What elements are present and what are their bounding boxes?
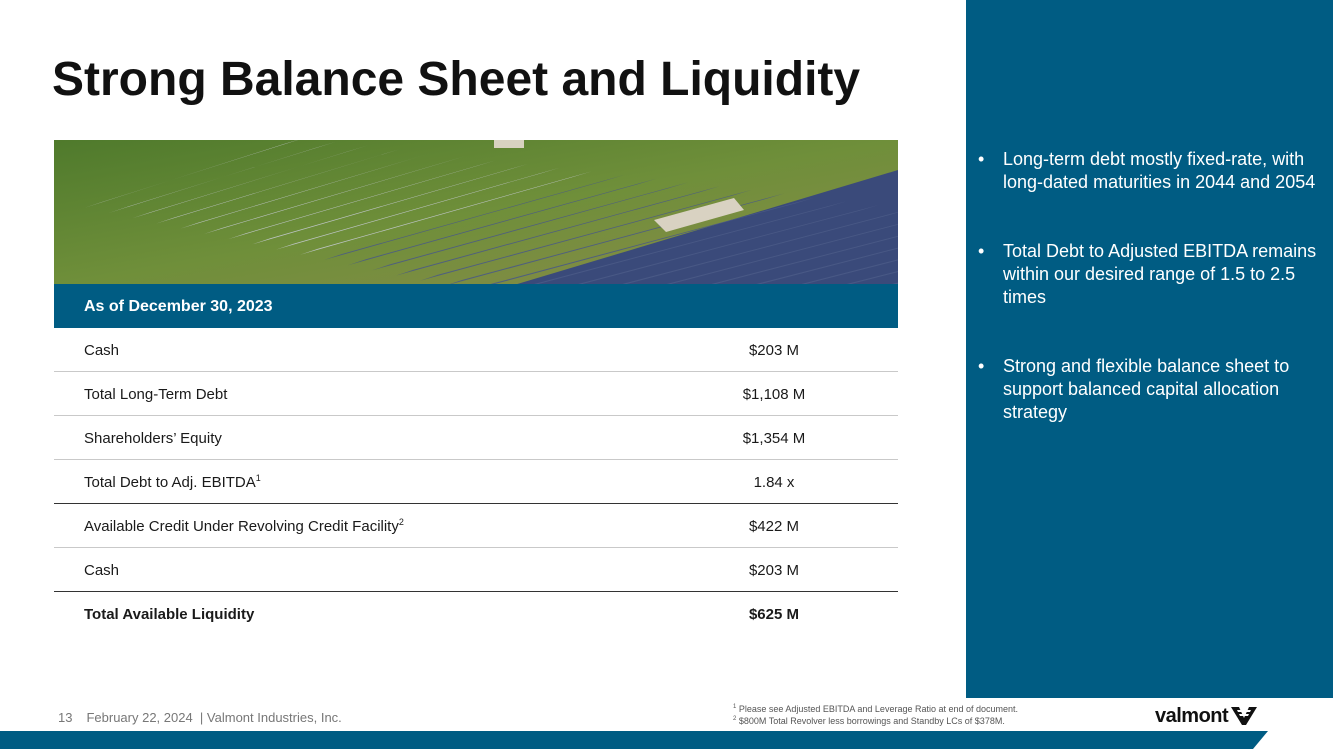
row-label: Total Debt to Adj. EBITDA [84, 474, 256, 491]
table-row [54, 504, 898, 548]
row-label: Total Available Liquidity [84, 606, 255, 623]
row-value: $203 M [748, 562, 800, 579]
row-value: $203 M [748, 342, 800, 359]
row-value: 1.84 x [753, 474, 795, 491]
sidebar-panel [966, 0, 1333, 698]
footnote-1 [733, 703, 1018, 715]
row-label-group [84, 474, 261, 491]
bullet-dot-icon: • [978, 241, 985, 261]
bullet-dot-icon: • [978, 149, 985, 169]
footnote-text: $800M Total Revolver less borrowings and Standby LCs of $378M. [736, 716, 1005, 726]
table-row [54, 460, 898, 504]
table-row-total [54, 592, 898, 635]
bullet-text: Long-term debt mostly fixed-rate, with long-dated maturities in 2044 and 2054 [1003, 149, 1316, 192]
logo-text: valmont [1155, 704, 1229, 727]
footer-text: February 22, 2024 | Valmont Industries, Inc. [86, 710, 342, 725]
table-row [54, 548, 898, 592]
solar-farm-photo [54, 140, 898, 285]
bullet-item [966, 148, 1323, 194]
bullet-text: Total Debt to Adjusted EBITDA remains within our desired range of 1.5 to 2.5 times [1003, 241, 1317, 307]
valmont-logo [1155, 704, 1257, 728]
row-label: Cash [84, 562, 120, 579]
row-label: Available Credit Under Revolving Credit Facility [84, 518, 399, 535]
bullet-item [966, 240, 1323, 309]
row-value: $625 M [748, 606, 800, 623]
row-label: Total Long-Term Debt [84, 386, 228, 403]
footnotes [733, 703, 1018, 727]
footnote-text: Please see Adjusted EBITDA and Leverage Ratio at end of document. [736, 704, 1019, 714]
footnote-mark: 2 [733, 716, 737, 722]
table-header [54, 284, 898, 328]
solar-panel-field-photo [54, 140, 898, 285]
bullet-text: Strong and flexible balance sheet to support balanced capital allocation strategy [1003, 356, 1290, 422]
bullet-list [966, 148, 1333, 470]
bullet-dot-icon: • [978, 356, 985, 376]
bullet-item [966, 355, 1323, 424]
footnote-mark: 1 [255, 473, 261, 483]
footnote-mark: 2 [398, 517, 404, 527]
table-header-label: As of December 30, 2023 [84, 298, 273, 315]
row-label-group [84, 518, 404, 535]
footer [58, 710, 342, 725]
table-row [54, 372, 898, 416]
valmont-v-logo-icon [1231, 706, 1257, 726]
row-value: $1,108 M [742, 386, 806, 403]
bottom-band [0, 731, 1333, 749]
slide-title: Strong Balance Sheet and Liquidity [52, 53, 861, 106]
table-row [54, 328, 898, 372]
row-value: $1,354 M [742, 430, 806, 447]
footnote-2 [733, 715, 1018, 727]
footnote-mark: 1 [733, 704, 737, 710]
page-number: 13 [58, 710, 73, 725]
table-row [54, 416, 898, 460]
row-label: Cash [84, 342, 120, 359]
balance-table [54, 328, 898, 635]
row-label: Shareholders’ Equity [84, 430, 222, 447]
row-value: $422 M [748, 518, 800, 535]
